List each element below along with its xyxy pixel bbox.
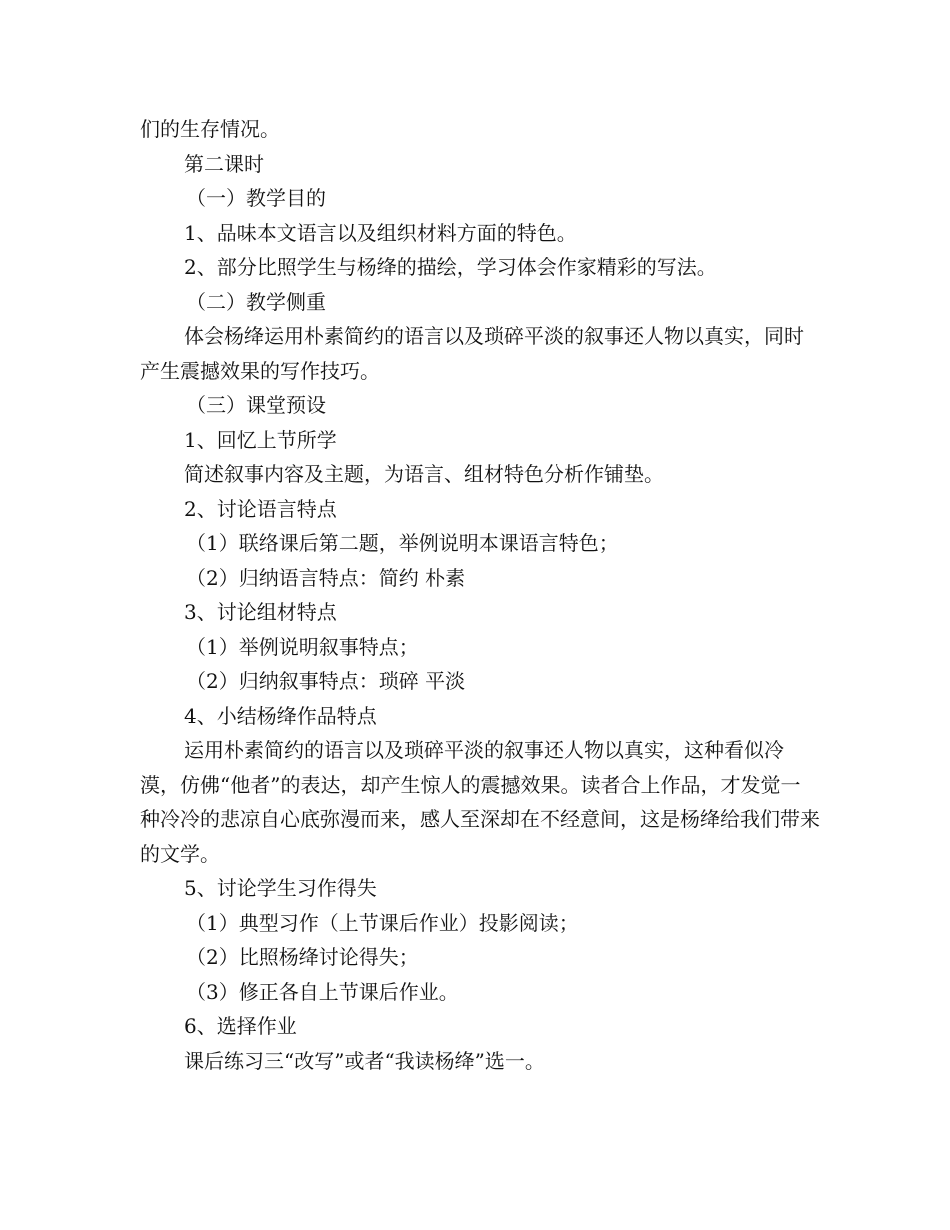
list-item: 1、回忆上节所学 <box>184 427 337 452</box>
sub-list-item: （3）修正各自上节课后作业。 <box>186 979 459 1004</box>
sub-list-item: （1）举例说明叙事特点； <box>186 634 419 659</box>
list-item: 6、选择作业 <box>184 1014 297 1038</box>
body-paragraph: 简述叙事内容及主题，为语言、组材特色分析作铺垫。 <box>184 462 664 486</box>
sub-list-item: （2）归纳语言特点：简约 朴素 <box>186 565 466 590</box>
body-paragraph: 体会杨绛运用朴素简约的语言以及琐碎平淡的叙事还人物以真实，同时产生震撼效果的写作技巧。 <box>140 324 804 383</box>
body-paragraph: 课后练习三“改写”或者“我读杨绛”选一。 <box>184 1048 545 1073</box>
list-item: 5、讨论学生习作得失 <box>184 876 377 900</box>
sub-list-item: （1）典型习作（上节课后作业）投影阅读； <box>186 910 579 935</box>
list-item: 1、品味本文语言以及组织材料方面的特色。 <box>184 220 577 245</box>
sub-list-item: （1）联络课后第二题，举例说明本课语言特色； <box>186 531 619 555</box>
section-heading-focus: （二）教学侧重 <box>186 289 326 314</box>
section-heading-objectives: （一）教学目的 <box>186 186 326 210</box>
list-item: 2、讨论语言特点 <box>184 496 337 521</box>
body-paragraph: 运用朴素简约的语言以及琐碎平淡的叙事还人物以真实，这种看似冷漠，仿佛“他者”的表达，却产生惊人的震撼效果。读者合上作品，才发觉一种冷冷的悲凉自心底弥漫而来，感人至深却在不经意间，这是杨绛给我们带来的文学。 <box>140 738 820 866</box>
paragraph-continuation: 们的生存情况。 <box>140 117 280 141</box>
section-heading-plan: （三）课堂预设 <box>186 393 326 417</box>
list-item: 4、小结杨绛作品特点 <box>184 703 377 728</box>
sub-list-item: （2）归纳叙事特点：琐碎 平淡 <box>186 669 466 693</box>
sub-list-item: （2）比照杨绛讨论得失； <box>186 945 419 969</box>
list-item: 3、讨论组材特点 <box>184 600 337 624</box>
document-body <box>140 112 820 1078</box>
lesson-heading: 第二课时 <box>184 151 264 176</box>
list-item: 2、部分比照学生与杨绛的描绘，学习体会作家精彩的写法。 <box>184 255 717 279</box>
